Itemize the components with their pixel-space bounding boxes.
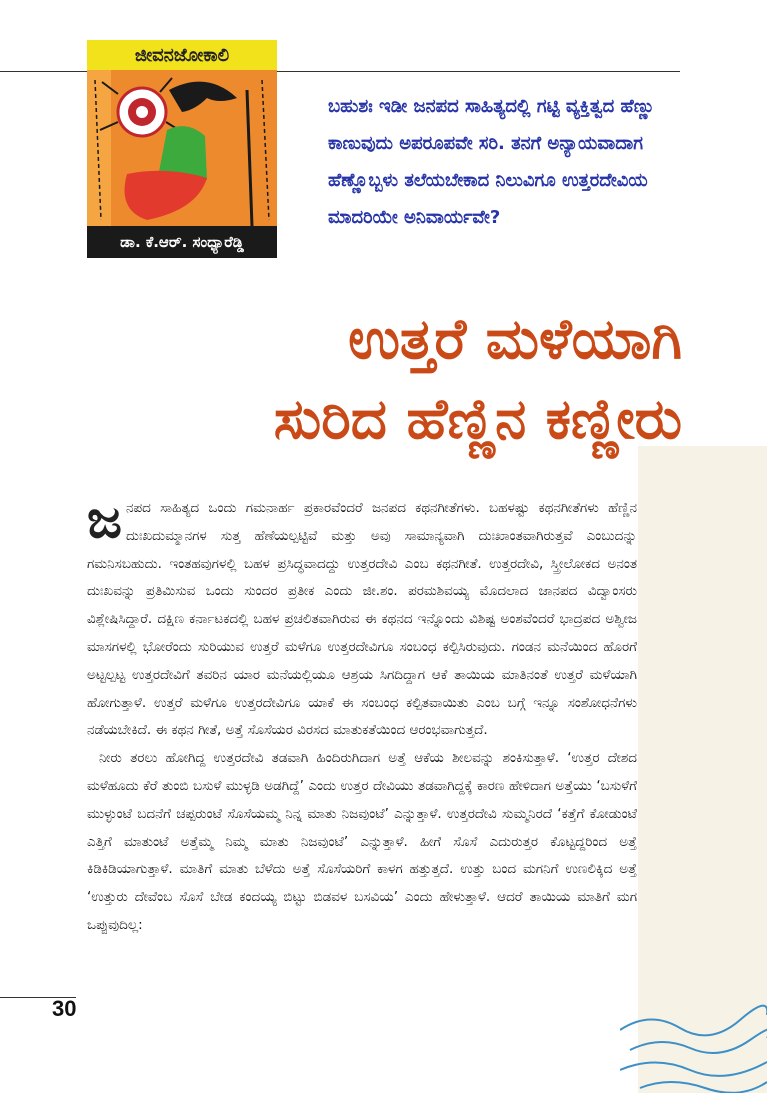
wave-decoration <box>620 990 767 1093</box>
drop-cap: ಜ <box>87 490 122 550</box>
author-name: ಡಾ. ಕೆ.ಆರ್. ಸಂಧ್ಯಾರೆಡ್ಡಿ <box>87 226 277 258</box>
paragraph-1: ನಪದ ಸಾಹಿತ್ಯದ ಒಂದು ಗಮನಾರ್ಹ ಪ್ರಕಾರವೆಂದರೆ ಜನಪದ ಕಥನಗೀತೆಗಳು. ಬಹಳಷ್ಟು ಕಥನಗೀತೆಗಳು ಹೆಣ್ಣಿನ ದುಃಖದುಮ್ಮಾನಗಳ ಸುತ್ತ ಹೆಣೆಯಲ್ಪಟ್ಟಿವೆ ಮತ್ತು ಅವು ಸಾಮಾನ್ಯವಾಗಿ ದುಃಖಾಂತವಾಗಿರುತ್ತವೆ ಎಂಬುದನ್ನು ಗಮನಿಸಬಹುದು. ಇಂತಹವುಗಳಲ್ಲಿ ಬಹಳ ಪ್ರಸಿದ್ಧವಾದದ್ದು ಉತ್ತರದೇವಿ ಎಂಬ ಕಥನಗೀತೆ. ಉತ್ತರದೇವಿ, ಸ್ತ್ರೀಲೋಕದ ಅನಂತ ದುಃಖವನ್ನು ಪ್ರತಿಮಿಸುವ ಒಂದು ಸುಂದರ ಪ್ರತೀಕ ಎಂದು ಜೀ.ಶಂ. ಪರಮಶಿವಯ್ಯ ಮೊದಲಾದ ಜಾನಪದ ವಿದ್ವಾಂಸರು ವಿಶ್ಲೇಷಿಸಿದ್ದಾರೆ. ದಕ್ಷಿಣ ಕರ್ನಾಟಕದಲ್ಲಿ ಬಹಳ ಪ್ರಚಲಿತವಾಗಿರುವ ಈ ಕಥನದ ಇನ್ನೊಂದು ವಿಶಿಷ್ಟ ಅಂಶವೆಂದರೆ ಭಾದ್ರಪದ ಅಶ್ವೀಜ ಮಾಸಗಳಲ್ಲಿ ಭೋರೆಂದು ಸುರಿಯುವ ಉತ್ತರೆ ಮಳೆಗೂ ಉತ್ತರದೇವಿಗೂ ಸಂಬಂಧ ಕಲ್ಪಿಸಿರುವುದು. ಗಂಡನ ಮನೆಯಿಂದ ಹೊರಗೆ ಅಟ್ಟಲ್ಪಟ್ಟ ಉತ್ತರದೇವಿಗೆ ತವರಿನ ಯಾರ ಮನೆಯಲ್ಲಿಯೂ ಆಶ್ರಯ ಸಿಗದಿದ್ದಾಗ ಆಕೆ ತಾಯಿಯ ಮಾತಿನಂತೆ ಉತ್ತರೆ ಮಳೆಯಾಗಿ ಹೋಗುತ್ತಾಳೆ. ಉತ್ತರೆ ಮಳೆಗೂ ಉತ್ತರದೇವಿಗೂ ಯಾಕೆ ಈ ಸಂಬಂಧ ಕಲ್ಪಿತವಾಯಿತು ಎಂಬ ಬಗ್ಗೆ ಇನ್ನೂ ಸಂಶೋಧನೆಗಳು ನಡೆಯಬೇಕಿದೆ. ಈ ಕಥನ ಗೀತೆ, ಅತ್ತೆ ಸೊಸೆಯರ ವಿರಸದ ಮಾತುಕತೆಯಿಂದ ಆರಂಭವಾಗುತ್ತದೆ. <box>87 500 637 739</box>
article-body <box>87 490 637 940</box>
article-title <box>122 300 682 460</box>
swing-illustration <box>87 70 277 226</box>
title-line-2: ಸುರಿದ ಹೆಣ್ಣಿನ ಕಣ್ಣೀರು <box>273 387 682 452</box>
intro-blurb: ಬಹುಶಃ ಇಡೀ ಜನಪದ ಸಾಹಿತ್ಯದಲ್ಲಿ ಗಟ್ಟಿ ವ್ಯಕ್ತಿತ್ವದ ಹೆಣ್ಣು ಕಾಣುವುದು ಅಪರೂಪವೇ ಸರಿ. ತನಗೆ ಅನ್ಯಾಯವಾದಾಗ ಹೆಣ್ಣೊಬ್ಬಳು ತಲೆಯಬೇಕಾದ ನಿಲುವಿಗೂ ಉತ್ತರದೇವಿಯ ಮಾದರಿಯೇ ಅನಿವಾರ್ಯವೇ? <box>328 96 655 228</box>
paragraph-2: ನೀರು ತರಲು ಹೋಗಿದ್ದ ಉತ್ತರದೇವಿ ತಡವಾಗಿ ಹಿಂದಿರುಗಿದಾಗ ಅತ್ತೆ ಆಕೆಯ ಶೀಲವನ್ನು ಶಂಕಿಸುತ್ತಾಳೆ. ‘ಉತ್ತರ ದೇಶದ ಮಳೆಹೂದು ಕೆರೆ ತುಂಬಿ ಬಸುಳೆ ಮುಳ್ಳಡಿ ಅಡಗಿದ್ದೆ’ ಎಂದು ಉತ್ತರ ದೇವಿಯು ತಡವಾಗಿದ್ದಕ್ಕೆ ಕಾರಣ ಹೇಳಿದಾಗ ಅತ್ತೆಯು ‘ಬಸುಳೆಗೆ ಮುಳ್ಳುಂಟೆ ಬದನೆಗೆ ಚಪ್ಪರುಂಟೆ ಸೊಸೆಯಮ್ಮ ನಿನ್ನ ಮಾತು ನಿಜವುಂಟೆ’ ಎನ್ನುತ್ತಾಳೆ. ಉತ್ತರದೇವಿ ಸುಮ್ಮನಿರದೆ ‘ಕತ್ತೆಗೆ ಕೋಡುಂಟೆ ಎತ್ತಿಗೆ ಮಾತುಂಟೆ ಅತ್ತೆಮ್ಮ ನಿಮ್ಮ ಮಾತು ನಿಜವುಂಟೆ’ ಎನ್ನುತ್ತಾಳೆ. ಹೀಗೆ ಸೊಸೆ ಎದುರುತ್ತರ ಕೊಟ್ಟದ್ದರಿಂದ ಅತ್ತೆ ಕಿಡಿಕಿಡಿಯಾಗುತ್ತಾಳೆ. ಮಾತಿಗೆ ಮಾತು ಬೆಳೆದು ಅತ್ತೆ ಸೊಸೆಯರಿಗೆ ಕಾಳಗ ಹತ್ತುತ್ತದೆ. ಉತ್ತು ಬಂದ ಮಗನಿಗೆ ಉಣಲಿಕ್ಕಿದ ಅತ್ತೆ ‘ಉತ್ತುರು ದೇವೆಂಬ ಸೊಸೆ ಬೇಡ ಕಂದಯ್ಯ ಬಿಟ್ಟು ಬಿಡವಳ ಬಸವಿಯ’ ಎಂದು ಹೇಳುತ್ತಾಳೆ. ಆದರೆ ತಾಯಿಯ ಮಾತಿಗೆ ಮಗ ಒಪ್ಪುವುದಿಲ್ಲ: <box>87 750 637 933</box>
page-number: 30 <box>52 996 77 1021</box>
title-line-1: ಉತ್ತರೆ ಮಳೆಯಾಗಿ <box>348 307 682 372</box>
column-name: ಜೀವನಜೋಕಾಲಿ <box>87 40 277 70</box>
